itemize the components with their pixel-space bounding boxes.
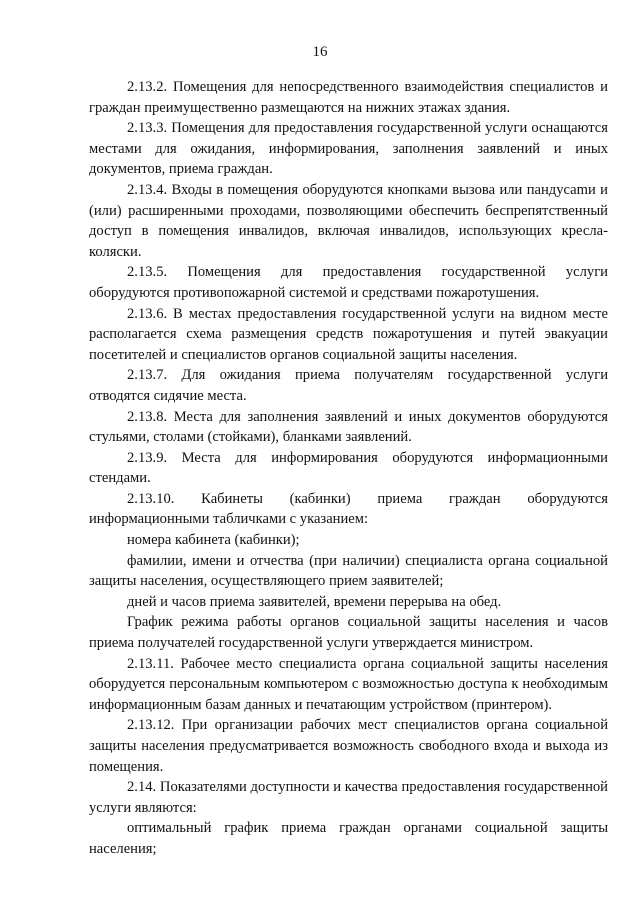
paragraph-2-13-11: 2.13.11. Рабочее место специалиста органа социальной защиты населения оборудуется персональным компьютером с возможностью доступа к необходимым информационным базам данных и печатающим устройством (принтером). (89, 655, 608, 713)
paragraph-2-13-10: 2.13.10. Кабинеты (кабинки) приема граждан оборудуются информационными табличками с указанием: (89, 490, 608, 528)
paragraph-2-13-7: 2.13.7. Для ожидания приема получателям государственной услуги отводятся сидячие места. (89, 367, 608, 404)
list-item-specialist-name: фамилии, имени и отчества (при наличии) специалиста органа социальной защиты населения, осуществляющего прием заявителей; (89, 552, 608, 590)
list-item-cabinet-number: номера кабинета (кабинки); (127, 532, 300, 549)
paragraph-2-13-9: 2.13.9. Места для информирования оборудуются информационными стендами. (89, 449, 608, 487)
list-item-reception-hours: дней и часов приема заявителей, времени перерыва на обед. (127, 593, 502, 610)
paragraph-2-13-5: 2.13.5. Помещения для предоставления государственной услуги оборудуются противопожарной системой и средствами пожаротушения. (89, 264, 608, 301)
paragraph-2-13-12: 2.13.12. При организации рабочих мест специалистов органа социальной защиты населения предусматривается возможность свободного входа и выхода из помещения. (89, 717, 608, 775)
paragraph-2-13-4: 2.13.4. Входы в помещения оборудуются кнопками вызова или пандусаmи и (или) расширенными проходами, позволяющими обеспечить беспрепятственный доступ в помещения инвалидов, включая инвалидов, использующих кресла-коляски. (89, 181, 608, 260)
paragraph-2-13-3: 2.13.3. Помещения для предоставления государственной услуги оснащаются местами для ожидания, информирования, заполнения заявлений и иных документов, приема граждан. (89, 120, 608, 178)
paragraph-schedule: График режима работы органов социальной защиты населения и часов приема получателей государственной услуги утверждается министром. (89, 614, 608, 652)
list-item-optimal-schedule: оптимальный график приема граждан органами социальной защиты населения; (89, 820, 608, 857)
page-number: 16 (312, 44, 328, 60)
document-body (89, 77, 608, 860)
paragraph-2-13-2: 2.13.2. Помещения для непосредственного взаимодействия специалистов и граждан преимущественно размещаются на нижних этажах здания. (89, 79, 608, 116)
paragraph-2-13-8: 2.13.8. Места для заполнения заявлений и иных документов оборудуются стульями, столами (стойками), бланками заявлений. (89, 408, 608, 446)
paragraph-2-13-6: 2.13.6. В местах предоставления государственной услуги на видном месте располагается схема размещения средств пожаротушения и путей эвакуации посетителей и специалистов органов социальной защиты населения. (89, 305, 608, 363)
paragraph-2-14: 2.14. Показателями доступности и качества предоставления государственной услуги являются: (89, 779, 608, 816)
